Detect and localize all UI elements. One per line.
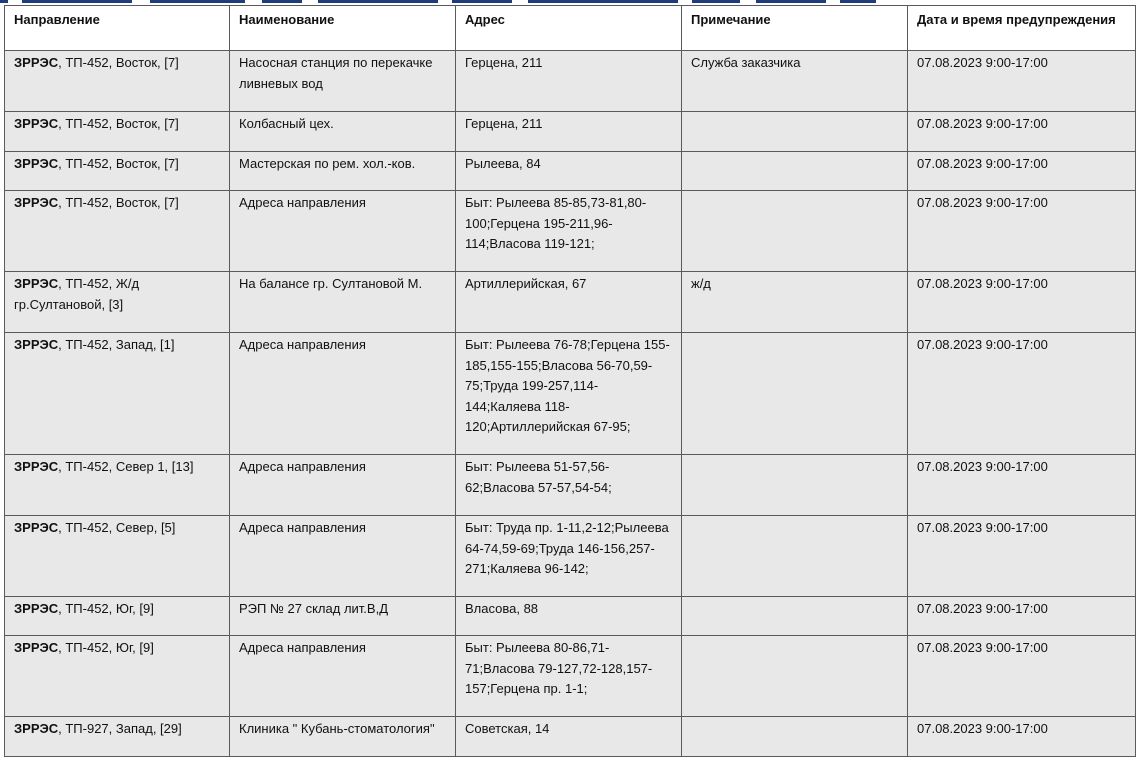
direction-detail: , ТП-452, Запад, [1] bbox=[58, 337, 175, 352]
direction-code: ЗРРЭС bbox=[14, 721, 59, 736]
cell-datetime: 07.08.2023 9:00-17:00 bbox=[908, 191, 1136, 272]
cell-address: Советская, 14 bbox=[456, 717, 682, 757]
direction-code: ЗРРЭС bbox=[14, 640, 59, 655]
table-row bbox=[5, 272, 1136, 333]
cell-datetime: 07.08.2023 9:00-17:00 bbox=[908, 597, 1136, 636]
cell-name: Колбасный цех. bbox=[230, 112, 456, 152]
cell-direction bbox=[5, 51, 230, 112]
direction-code: ЗРРЭС bbox=[14, 520, 59, 535]
table-row bbox=[5, 636, 1136, 717]
cell-note: Служба заказчика bbox=[682, 51, 908, 112]
cell-direction bbox=[5, 152, 230, 191]
cell-address: Герцена, 211 bbox=[456, 51, 682, 112]
direction-detail: , ТП-452, Ж/д гр.Султановой, [3] bbox=[14, 276, 140, 312]
cell-name: Адреса направления bbox=[230, 455, 456, 516]
header-direction: Направление bbox=[5, 6, 230, 51]
cell-note bbox=[682, 112, 908, 152]
cell-datetime: 07.08.2023 9:00-17:00 bbox=[908, 455, 1136, 516]
cell-direction bbox=[5, 516, 230, 597]
cell-note: ж/д bbox=[682, 272, 908, 333]
cell-datetime: 07.08.2023 9:00-17:00 bbox=[908, 51, 1136, 112]
table-header-row bbox=[5, 6, 1136, 51]
direction-detail: , ТП-452, Восток, [7] bbox=[58, 55, 179, 70]
cell-address: Власова, 88 bbox=[456, 597, 682, 636]
cell-name: Адреса направления bbox=[230, 516, 456, 597]
cell-name: Мастерская по рем. хол.-ков. bbox=[230, 152, 456, 191]
direction-code: ЗРРЭС bbox=[14, 276, 59, 291]
header-address: Адрес bbox=[456, 6, 682, 51]
cell-note bbox=[682, 455, 908, 516]
direction-detail: , ТП-452, Восток, [7] bbox=[58, 116, 179, 131]
cell-name: Адреса направления bbox=[230, 636, 456, 717]
cell-note bbox=[682, 636, 908, 717]
cell-name: РЭП № 27 склад лит.В,Д bbox=[230, 597, 456, 636]
cell-direction bbox=[5, 597, 230, 636]
cell-address: Быт: Труда пр. 1-11,2-12;Рылеева 64-74,59-69;Труда 146-156,257-271;Каляева 96-142; bbox=[456, 516, 682, 597]
cell-datetime: 07.08.2023 9:00-17:00 bbox=[908, 636, 1136, 717]
direction-code: ЗРРЭС bbox=[14, 116, 59, 131]
table-row bbox=[5, 51, 1136, 112]
cell-direction bbox=[5, 112, 230, 152]
header-datetime: Дата и время предупреждения bbox=[908, 6, 1136, 51]
cell-note bbox=[682, 597, 908, 636]
direction-detail: , ТП-452, Юг, [9] bbox=[58, 640, 154, 655]
direction-detail: , ТП-452, Север, [5] bbox=[58, 520, 176, 535]
cell-address: Быт: Рылеева 85-85,73-81,80-100;Герцена 195-211,96-114;Власова 119-121; bbox=[456, 191, 682, 272]
cell-direction bbox=[5, 333, 230, 455]
cell-note bbox=[682, 717, 908, 757]
table-row bbox=[5, 516, 1136, 597]
cell-direction bbox=[5, 717, 230, 757]
cell-direction bbox=[5, 272, 230, 333]
cell-direction bbox=[5, 191, 230, 272]
table-row bbox=[5, 717, 1136, 757]
cell-note bbox=[682, 191, 908, 272]
table-row bbox=[5, 597, 1136, 636]
cell-address: Герцена, 211 bbox=[456, 112, 682, 152]
cell-datetime: 07.08.2023 9:00-17:00 bbox=[908, 717, 1136, 757]
direction-detail: , ТП-927, Запад, [29] bbox=[58, 721, 182, 736]
cell-name: Клиника " Кубань-стоматология" bbox=[230, 717, 456, 757]
direction-code: ЗРРЭС bbox=[14, 55, 59, 70]
cell-direction bbox=[5, 455, 230, 516]
table-row bbox=[5, 152, 1136, 191]
cell-address: Быт: Рылеева 76-78;Герцена 155-185,155-155;Власова 56-70,59-75;Труда 199-257,114-144;Каляева 118-120;Артиллерийская 67-95; bbox=[456, 333, 682, 455]
cell-address: Артиллерийская, 67 bbox=[456, 272, 682, 333]
direction-detail: , ТП-452, Восток, [7] bbox=[58, 156, 179, 171]
cell-datetime: 07.08.2023 9:00-17:00 bbox=[908, 333, 1136, 455]
direction-detail: , ТП-452, Восток, [7] bbox=[58, 195, 179, 210]
cell-name: Адреса направления bbox=[230, 333, 456, 455]
table-row bbox=[5, 191, 1136, 272]
cell-address: Рылеева, 84 bbox=[456, 152, 682, 191]
cell-name: Адреса направления bbox=[230, 191, 456, 272]
direction-code: ЗРРЭС bbox=[14, 337, 59, 352]
cell-datetime: 07.08.2023 9:00-17:00 bbox=[908, 272, 1136, 333]
direction-code: ЗРРЭС bbox=[14, 459, 59, 474]
table-row bbox=[5, 455, 1136, 516]
cell-datetime: 07.08.2023 9:00-17:00 bbox=[908, 516, 1136, 597]
direction-code: ЗРРЭС bbox=[14, 195, 59, 210]
cell-direction bbox=[5, 636, 230, 717]
cell-address: Быт: Рылеева 80-86,71-71;Власова 79-127,72-128,157-157;Герцена пр. 1-1; bbox=[456, 636, 682, 717]
cell-name: Насосная станция по перекачке ливневых вод bbox=[230, 51, 456, 112]
cell-note bbox=[682, 333, 908, 455]
table-row bbox=[5, 333, 1136, 455]
outage-table bbox=[4, 5, 1136, 757]
header-note: Примечание bbox=[682, 6, 908, 51]
direction-detail: , ТП-452, Юг, [9] bbox=[58, 601, 154, 616]
table-row bbox=[5, 112, 1136, 152]
cell-address: Быт: Рылеева 51-57,56-62;Власова 57-57,54-54; bbox=[456, 455, 682, 516]
cell-note bbox=[682, 152, 908, 191]
cell-datetime: 07.08.2023 9:00-17:00 bbox=[908, 152, 1136, 191]
cell-name: На балансе гр. Султановой М. bbox=[230, 272, 456, 333]
cell-datetime: 07.08.2023 9:00-17:00 bbox=[908, 112, 1136, 152]
direction-detail: , ТП-452, Север 1, [13] bbox=[58, 459, 194, 474]
direction-code: ЗРРЭС bbox=[14, 601, 59, 616]
header-name: Наименование bbox=[230, 6, 456, 51]
direction-code: ЗРРЭС bbox=[14, 156, 59, 171]
cell-note bbox=[682, 516, 908, 597]
